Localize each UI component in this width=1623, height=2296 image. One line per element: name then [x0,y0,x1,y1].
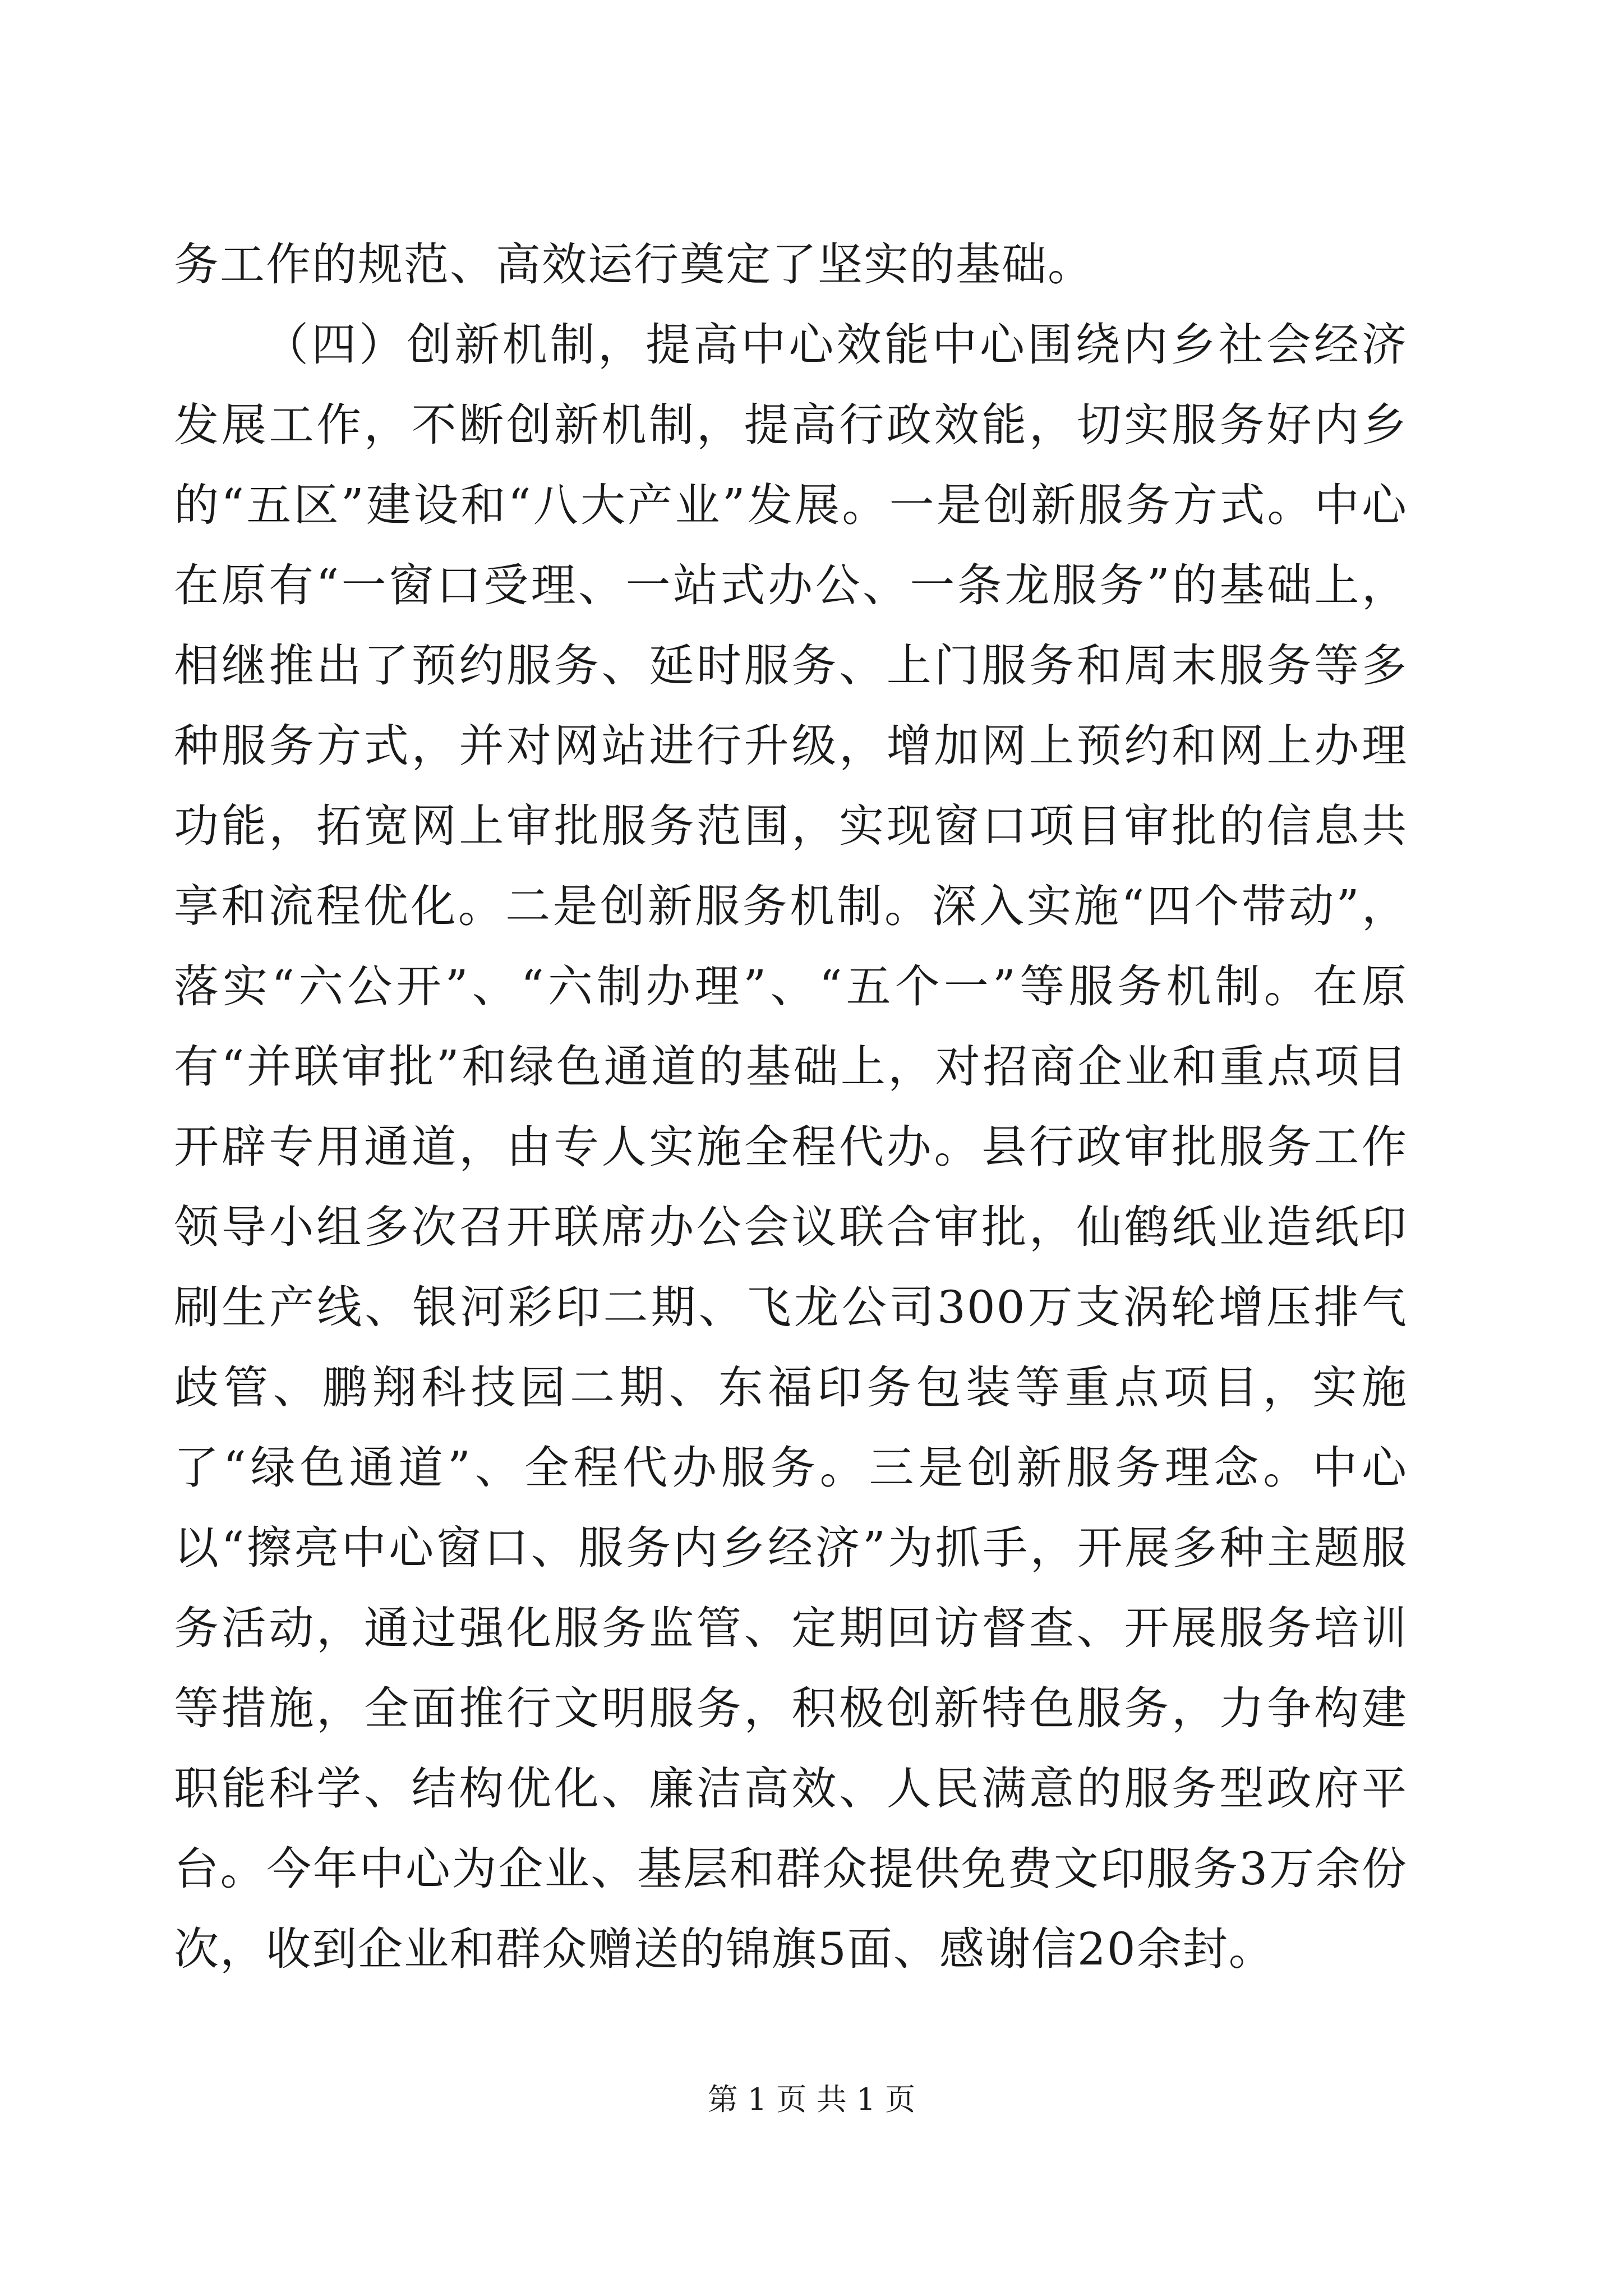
continuation-paragraph: 务工作的规范、高效运行奠定了坚实的基础。 [174,238,1094,291]
document-body [174,224,1408,1989]
section-four-paragraph: （四）创新机制，提高中心效能中心围绕内乡社会经济发展工作，不断创新机制，提高行政效能，切实服务好内乡的“五区”建设和“八大产业”发展。一是创新服务方式。中心在原有“一窗口受理、一站式办公、一条龙服务”的基础上，相继推出了预约服务、延时服务、上门服务和周末服务等多种服务方式，并对网站进行升级，增加网上预约和网上办理功能，拓宽网上审批服务范围，实现窗口项目审批的信息共享和流程优化。二是创新服务机制。深入实施“四个带动”，落实“六公开”、“六制办理”、“五个一”等服务机制。在原有“并联审批”和绿色通道的基础上，对招商企业和重点项目开辟专用通道，由专人实施全程代办。县行政审批服务工作领导小组多次召开联席办公会议联合审批，仙鹤纸业造纸印刷生产线、银河彩印二期、飞龙公司300万支涡轮增压排气歧管、鹏翔科技园二期、东福印务包装等重点项目，实施了“绿色通道”、全程代办服务。三是创新服务理念。中心以“擦亮中心窗口、服务内乡经济”为抓手，开展多种主题服务活动，通过强化服务监管、定期回访督查、开展服务培训等措施，全面推行文明服务，积极创新特色服务，力争构建职能科学、结构优化、廉洁高效、人民满意的服务型政府平台。今年中心为企业、基层和群众提供免费文印服务3万余份次，收到企业和群众赠送的锦旗5面、感谢信20余封。 [174,319,1408,1975]
page-number-footer: 第 1 页 共 1 页 [707,2082,916,2117]
